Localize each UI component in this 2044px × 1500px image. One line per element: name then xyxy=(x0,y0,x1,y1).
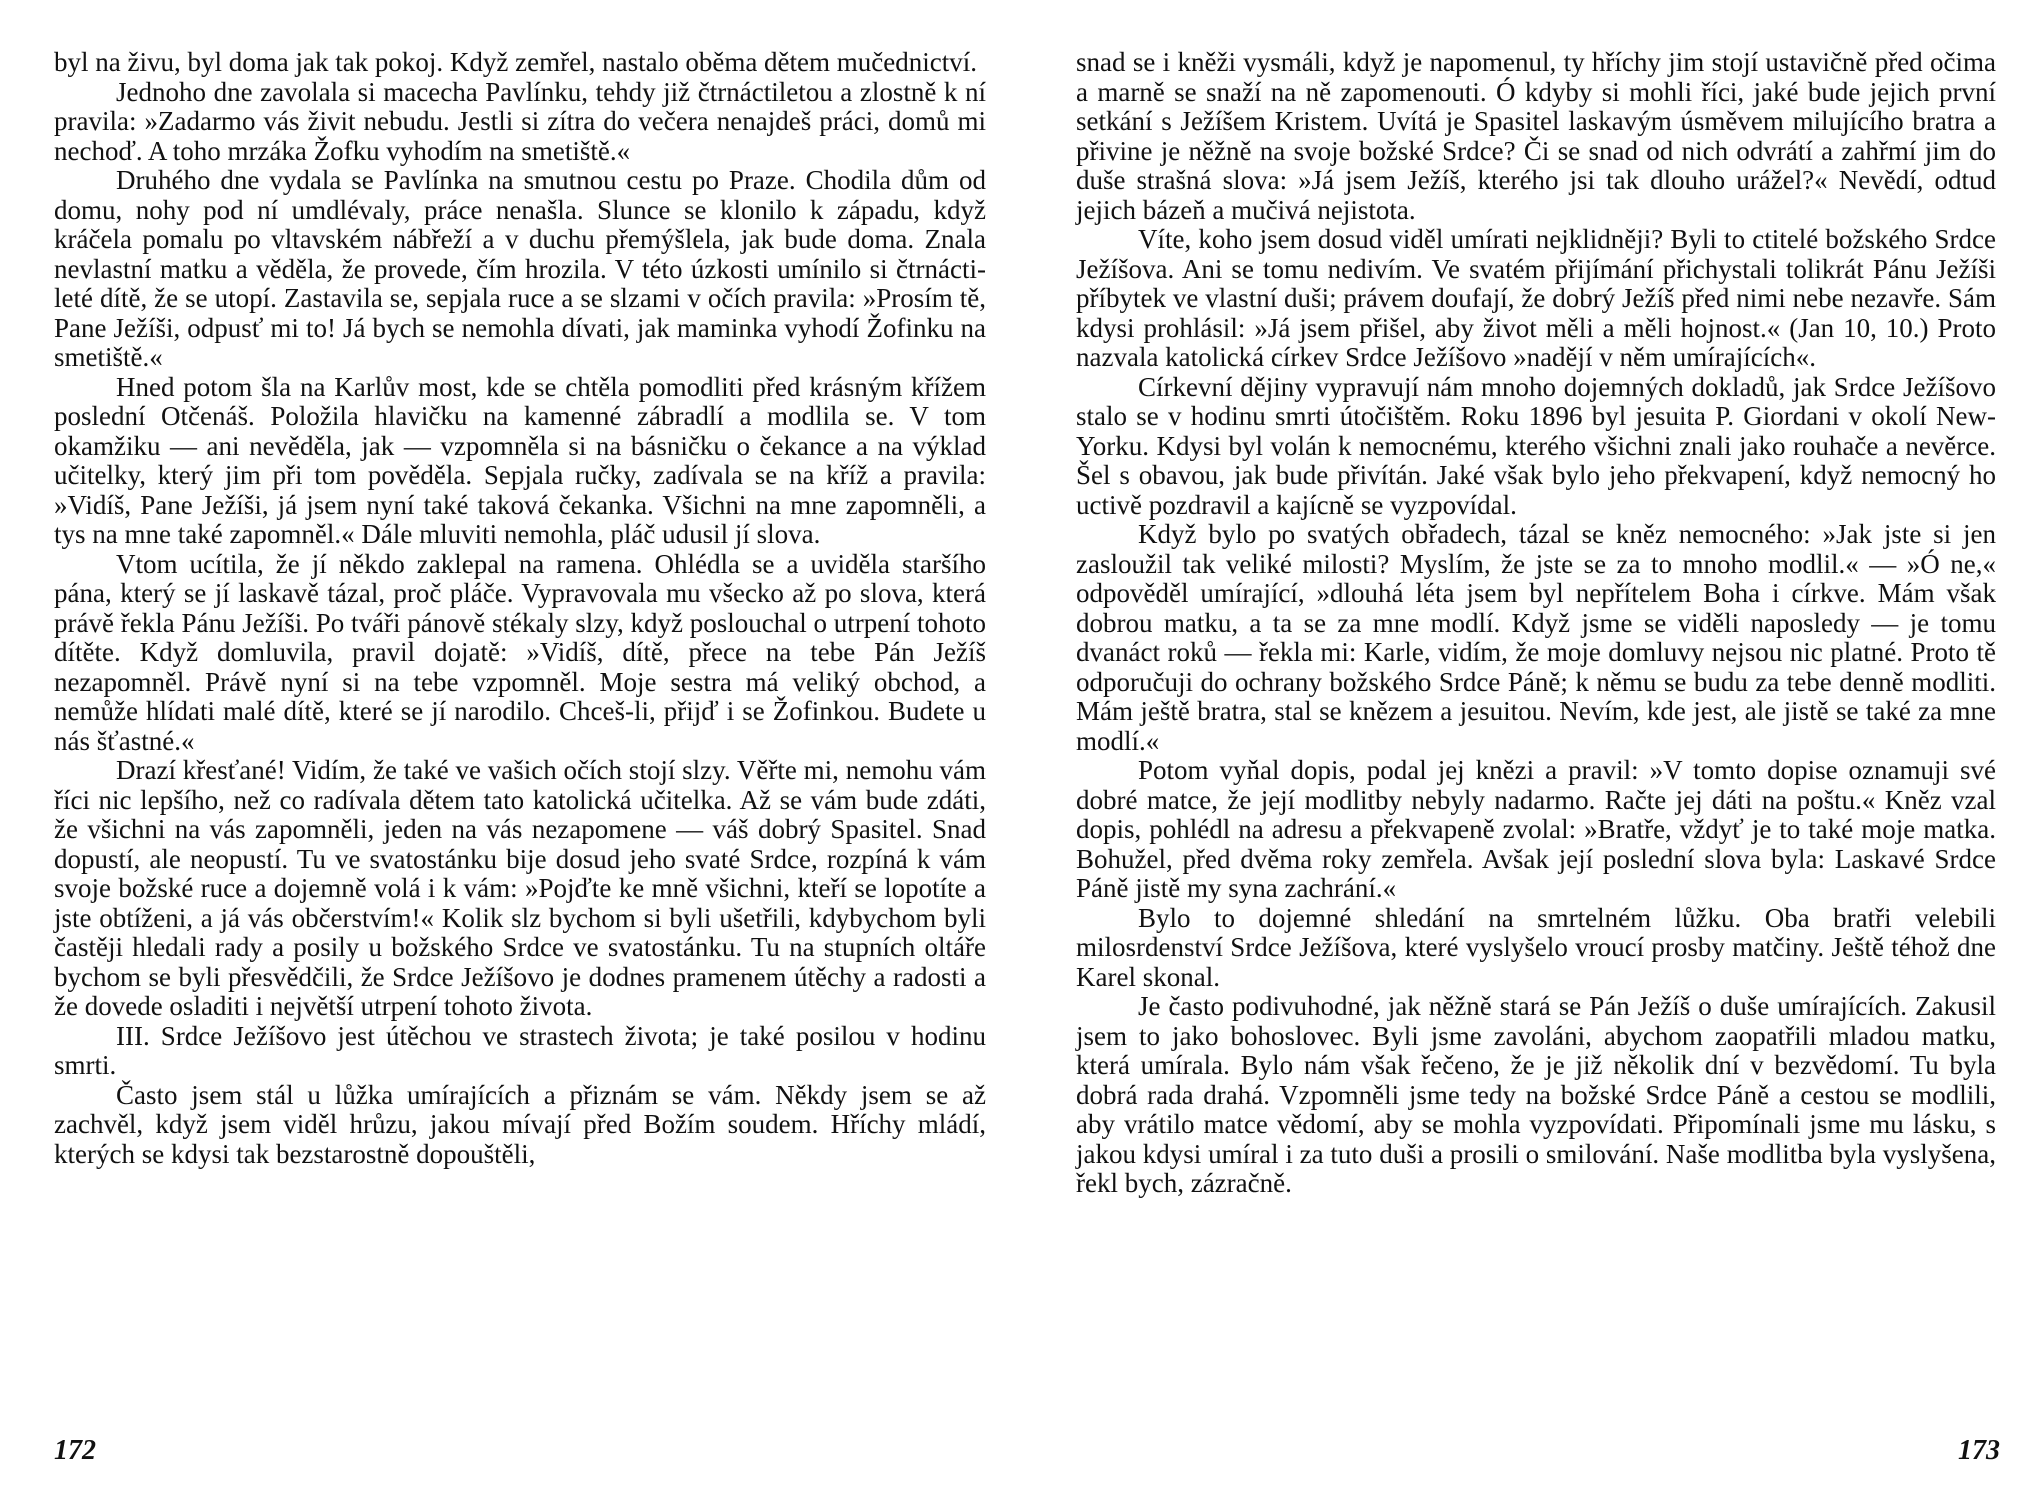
paragraph: Víte, koho jsem dosud viděl umírati nejklidněji? Byli to ctitelé božského Srdce Ježíšova. Ani se tomu nedivím. Ve svatém přijímání přichystali tolikrát Pánu Ježíši příbytek ve vlastní duši; právem doufají, že dobrý Ježíš před nimi nebe nezavře. Sám kdysi prohlásil: »Já jsem přišel, aby život měli a měli hojnost.« (Jan 10, 10.) Proto nazvala katolická církev Srdce Ježíšovo »nadějí v něm umírajících«. xyxy=(1076,224,1996,372)
paragraph: Drazí křesťané! Vidím, že také ve vašich očích stojí slzy. Věřte mi, nemohu vám říci nic lepšího, než co radívala dětem tato katolická učitelka. Až se vám bude zdáti, že všichni na vás zapomněli, jeden na vás nezapomene — váš dobrý Spasitel. Snad dopustí, ale neopustí. Tu ve svatostánku bije dosud jeho svaté Srdce, rozpíná k vám svoje božské ruce a dojemně volá i k vám: »Pojďte ke mně všichni, kteří se lopotíte a jste obtíženi, a já vás občerstvím!« Kolik slz bychom si byli ušetřili, kdybychom byli častěji hledali rady a posily u božského Srdce ve svatostánku. Tu na stupních oltáře bychom se byli přesvědčili, že Srdce Ježíšovo je dodnes pramenem útěchy a radosti a že dovede osladiti i největší utrpení tohoto života. xyxy=(54,755,986,1021)
paragraph: Často jsem stál u lůžka umírajících a přiznám se vám. Někdy jsem se až zachvěl, když jsem viděl hrůzu, jakou mívají před Božím soudem. Hříchy mládí, kterých se kdysi tak bezstarostně dopouštěli, xyxy=(54,1079,986,1169)
paragraph: Potom vyňal dopis, podal jej knězi a pravil: »V tomto dopise oznamuji své dobré matce, že její modlitby nebyly nadarmo. Račte jej dáti na poštu.« Kněz vzal dopis, pohlédl na adresu a překvapeně zvolal: »Bratře, vždyť je to také moje matka. Bohužel, před dvěma roky zemřela. Avšak její poslední slova byla: Laskavé Srdce Páně jistě my syna zachrání.« xyxy=(1076,755,1996,903)
paragraph: byl na živu, byl doma jak tak pokoj. Když zemřel, nastalo oběma dětem mučednictví. xyxy=(54,47,977,77)
paragraph: Hned potom šla na Karlův most, kde se chtěla pomodliti před krásným křížem poslední Otčenáš. Položila hlavičku na kamenné zábradlí a modlila se. V tom okamžiku — ani nevěděla, jak — vzpomněla si na básničku o čekance a na výklad učitelky, který jim při tom pověděla. Sepjala ručky, zadívala se na kříž a pravila: »Vidíš, Pane Ježíši, já jsem nyní také taková čekanka. Všichni na mne zapomněli, a tys na mne také zapomněl.« Dále mluviti nemohla, pláč udusil jí slova. xyxy=(54,371,986,549)
paragraph: Když bylo po svatých obřadech, tázal se kněz nemocného: »Jak jste si jen zasloužil tak veliké milosti? Myslím, že jste se za to mnoho modlil.« — »Ó ne,« odpověděl umírající, »dlouhá léta jsem byl nepřítelem Boha i církve. Mám však dobrou matku, a ta se za mne modlí. Když jsme se viděli naposledy — je tomu dvanáct roků — řekla mi: Karle, vidím, že moje domluvy nejsou nic platné. Proto tě odporučuji do ochrany božského Srdce Páně; k němu se budu za tebe denně modliti. Mám ještě bratra, stal se knězem a jesuitou. Nevím, kde jest, ale jistě se také za mne modlí.« xyxy=(1076,519,1996,756)
paragraph: Bylo to dojemné shledání na smrtelném lůžku. Oba bratři velebili milosrdenství Srdce Ježíšova, které vyslyšelo vroucí prosby matčiny. Ještě téhož dne Karel skonal. xyxy=(1076,902,1996,992)
left-page xyxy=(54,48,986,1169)
paragraph: Jednoho dne zavolala si macecha Pavlínku, tehdy již čtrnáctiletou a zlostně k ní pravila: »Zadarmo vás živit nebudu. Jestli si zítra do večera nenajdeš práci, domů mi nechoď. A toho mrzáka Žofku vyhodím na smetiště.« xyxy=(54,76,986,166)
paragraph: Vtom ucítila, že jí někdo zaklepal na ramena. Ohlédla se a uviděla staršího pána, který se jí laskavě tázal, proč pláče. Vypravovala mu všecko až po slova, která právě řekla Pánu Ježíši. Po tváři pánově stékaly slzy, když poslouchal o utrpení tohoto dítěte. Když domluvila, pravil dojatě: »Vidíš, dítě, přece na tebe Pán Ježíš nezapomněl. Právě nyní si na tebe vzpomněl. Moje sestra má veliký obchod, a nemůže hlídati malé dítě, které se jí narodilo. Chceš-li, přijď i se Žofinkou. Budete u nás šťastné.« xyxy=(54,548,986,756)
paragraph: Je často podivuhodné, jak něžně stará se Pán Ježíš o duše umírajících. Zakusil jsem to jako bohoslovec. Byli jsme zavoláni, abychom zaopatřili mladou matku, která umírala. Bylo nám však řečeno, že je již několik dní v bezvědomí. Tu byla dobrá rada drahá. Vzpomněli jsme tedy na božské Srdce Páně a cestou se modlili, aby vrátilo matce vědomí, aby se mohla vyzpovídati. Připomínali jsme mu lásku, s jakou kdysi umíral i za tuto duši a prosili o smilování. Naše modlitba byla vyslyšena, řekl bych, zázračně. xyxy=(1076,991,1996,1198)
paragraph: snad se i kněži vysmáli, když je napomenul, ty hříchy jim stojí ustavičně před očima a marně se snaží na ně zapomenouti. Ó kdyby si mohli říci, jaké bude jejich první setkání s Ježíšem Kristem. Uvítá je Spasitel laskavým úsměvem milujícího bratra a přivine je něžně na svoje božské Srdce? Či se snad od nich odvrátí a zahřmí jim do duše strašná slova: »Já jsem Ježíš, kterého jsi tak dlouho urážel?« Nevědí, odtud jejich bázeň a mučivá nejistota. xyxy=(1076,47,1996,225)
page-number: 173 xyxy=(1958,1435,2000,1466)
section-heading-paragraph: III. Srdce Ježíšovo jest útěchou ve strastech života; je také posilou v hodinu smrti. xyxy=(54,1020,986,1080)
paragraph: Církevní dějiny vypravují nám mnoho dojemných dokladů, jak Srdce Ježíšovo stalo se v hodinu smrti útočištěm. Roku 1896 byl jesuita P. Giordani v okolí New-Yorku. Kdysi byl volán k nemocnému, kterého všichni znali jako rouhače a nevěrce. Šel s obavou, jak bude přivítán. Jaké však bylo jeho překvapení, když nemocný ho uctivě pozdravil a kajícně se vyzpovídal. xyxy=(1076,371,1996,520)
right-page xyxy=(1076,48,1996,1199)
page-number: 172 xyxy=(54,1435,96,1466)
paragraph: Druhého dne vydala se Pavlínka na smutnou cestu po Praze. Chodila dům od domu, nohy pod ní umdlévaly, práce nenašla. Slunce se klonilo k západu, když kráčela pomalu po vltavském nábřeží a v duchu přemýšlela, jak bude doma. Znala nevlastní matku a věděla, že provede, čím hrozila. V této úzkosti umínilo si čtrnácti-leté dítě, že se utopí. Zastavila se, sepjala ruce a se slzami v očích pravila: »Prosím tě, Pane Ježíši, odpusť mi to! Já bych se nemohla dívati, jak maminka vyhodí Žofinku na smetiště.« xyxy=(54,165,986,372)
